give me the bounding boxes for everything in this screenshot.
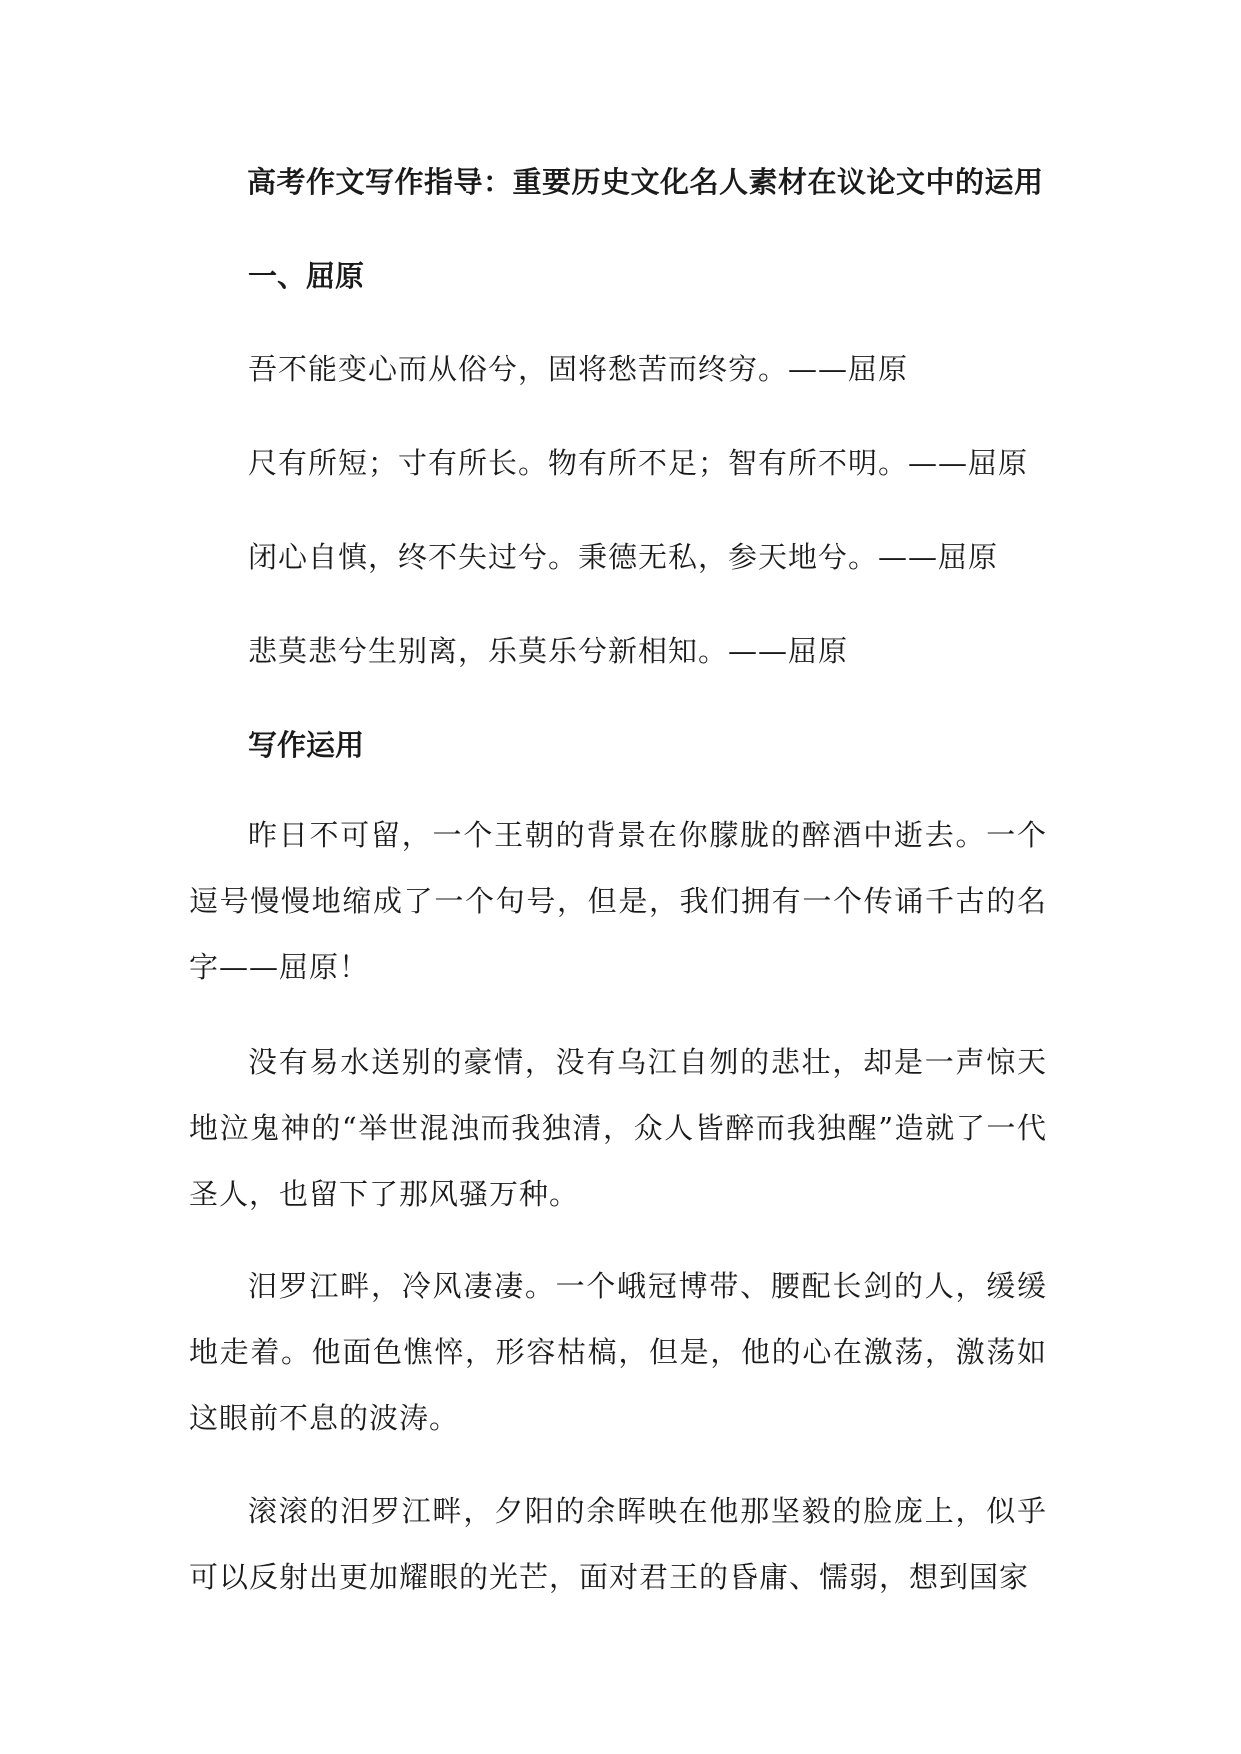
subheading: 写作运用 — [248, 728, 365, 762]
quote-line: 闭心自慎，终不失过兮。秉德无私，参天地兮。——屈原 — [248, 540, 999, 574]
body-paragraph: 滚滚的汨罗江畔，夕阳的余晖映在他那坚毅的脸庞上，似乎可以反射出更加耀眼的光芒，面对君王的昏庸、懦弱，想到国家 — [189, 1494, 1047, 1594]
body-paragraph: 昨日不可留，一个王朝的背景在你朦胧的醉酒中逝去。一个逗号慢慢地缩成了一个句号，但是，我们拥有一个传诵千古的名字——屈原！ — [189, 818, 1047, 984]
quote-line: 吾不能变心而从俗兮，固将愁苦而终穷。——屈原 — [248, 352, 909, 386]
body-paragraph: 没有易水送别的豪情，没有乌江自刎的悲壮，却是一声惊天地泣鬼神的“举世混浊而我独清，众人皆醉而我独醒”造就了一代圣人，也留下了那风骚万种。 — [189, 1045, 1047, 1211]
section-heading: 一、屈原 — [248, 259, 365, 293]
quote-line: 悲莫悲兮生别离，乐莫乐兮新相知。——屈原 — [248, 634, 849, 668]
document-title: 高考作文写作指导：重要历史文化名人素材在议论文中的运用 — [247, 165, 1044, 199]
body-paragraph: 汨罗江畔，冷风凄凄。一个峨冠博带、腰配长剑的人，缓缓地走着。他面色憔悴，形容枯槁，但是，他的心在激荡，激荡如这眼前不息的波涛。 — [189, 1269, 1047, 1435]
quote-line: 尺有所短；寸有所长。物有所不足；智有所不明。——屈原 — [248, 446, 1029, 480]
